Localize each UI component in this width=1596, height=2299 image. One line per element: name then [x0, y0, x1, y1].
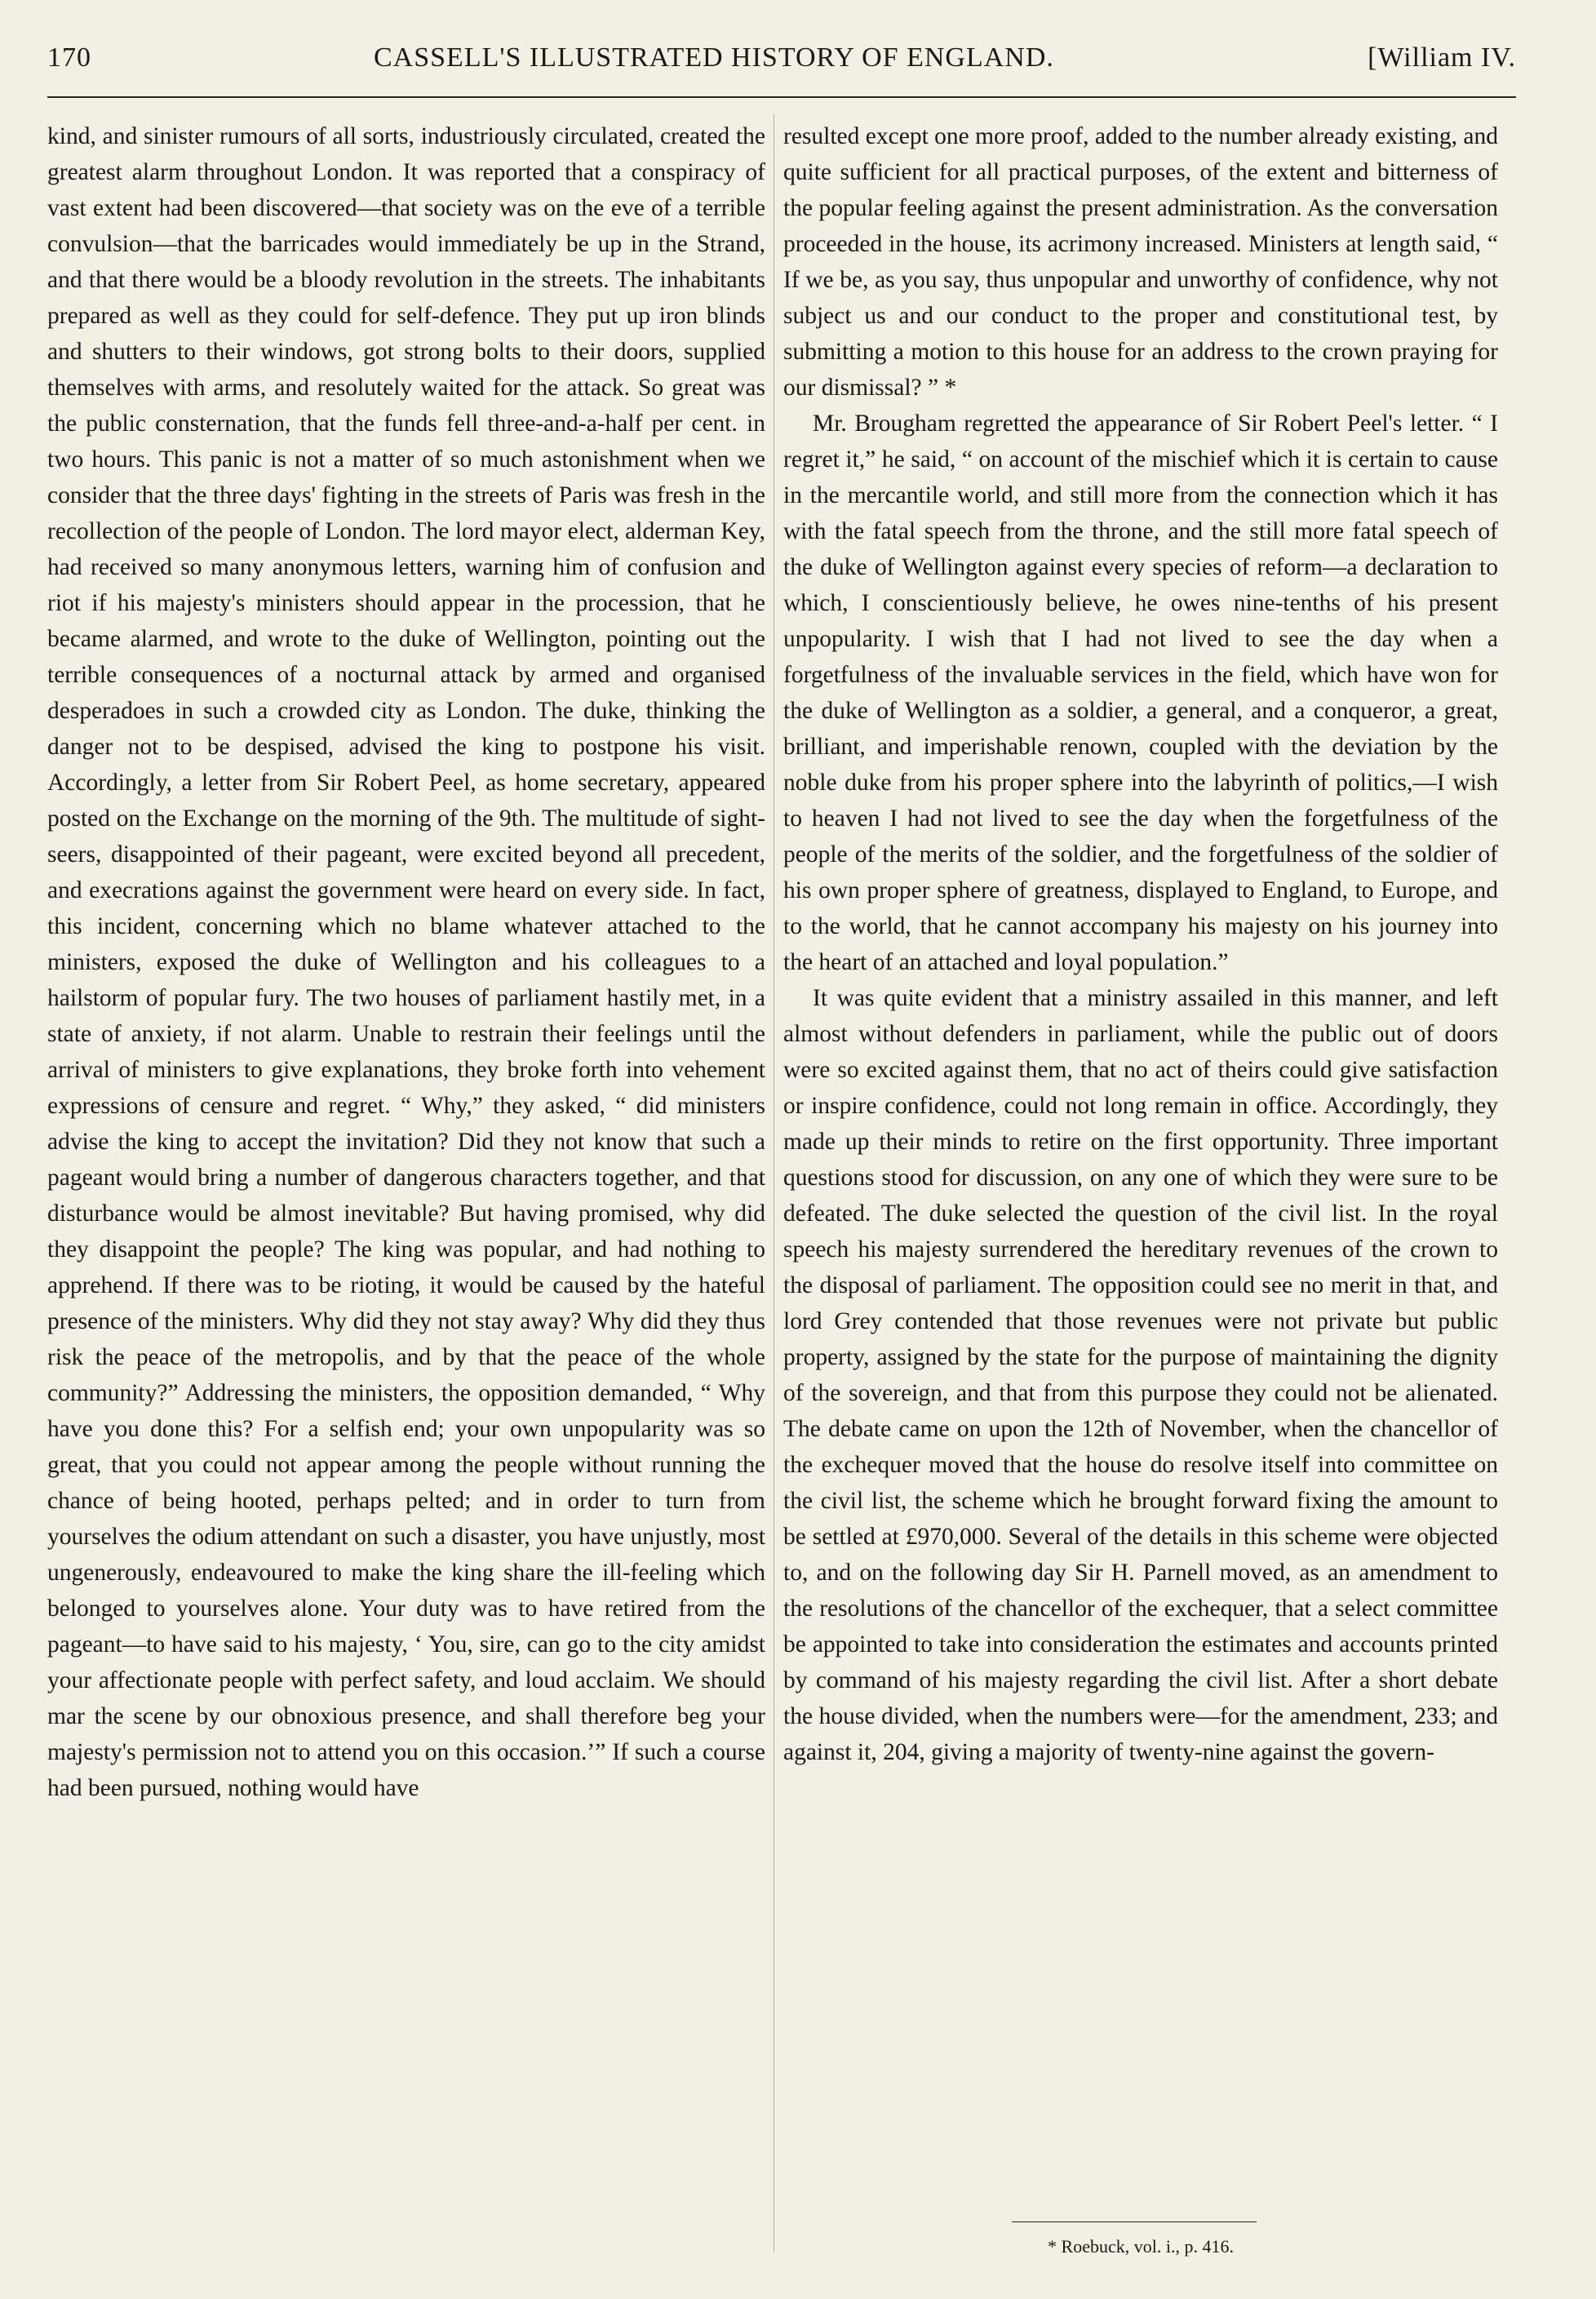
running-header — [47, 42, 1516, 82]
page-number: 170 — [47, 42, 91, 73]
section-marker: [William IV. — [1368, 42, 1516, 73]
right-paragraph-3: It was quite evident that a ministry assailed in this manner, and left almost without defenders in parliament, while the public out of doors were so excited against them, that no act of theirs could give satisfaction or inspire confidence, could not long remain in office. Accordingly, they made up their minds to retire on the first opportunity. Three important questions stood for discussion, on any one of which they were sure to be defeated. The duke selected the question of the civil list. In the royal speech his majesty surrendered the hereditary revenues of the crown to the disposal of parliament. The opposition could see no merit in that, and lord Grey contended that those revenues were not private but public property, assigned by the state for the purpose of maintaining the dignity of the sovereign, and that from this purpose they could not be alienated. The debate came on upon the 12th of November, when the chancellor of the exchequer moved that the house do resolve itself into committee on the civil list, the scheme which he brought forward fixing the amount to be settled at £970,000. Several of the details in this scheme were objected to, and on the following day Sir H. Parnell moved, as an amendment to the resolutions of the chancellor of the exchequer, that a select committee be appointed to take into consideration the estimates and accounts printed by command of his majesty regarding the civil list. After a short debate the house divided, when the numbers were—for the amendment, 233; and against it, 204, giving a majority of twenty-nine against the govern- — [783, 985, 1498, 1765]
right-paragraph-1: resulted except one more proof, added to the number already existing, and quite sufficient for all practical purposes, of the extent and bitterness of the popular feeling against the present administration. As the conversation proceeded in the house, its acrimony increased. Ministers at length said, “ If we be, as you say, thus unpopular and unworthy of confidence, why not subject us and our conduct to the proper and constitutional test, by submitting a motion to this house for an address to the crown praying for our dismissal? ” * — [783, 123, 1498, 401]
footnote: * Roebuck, vol. i., p. 416. — [1048, 2236, 1234, 2257]
running-title: CASSELL'S ILLUSTRATED HISTORY OF ENGLAND. — [374, 42, 1054, 73]
header-rule — [47, 96, 1516, 98]
right-paragraph-2: Mr. Brougham regretted the appearance of Sir Robert Peel's letter. “ I regret it,” he said, “ on account of the mischief which it is certain to cause in the mercantile world, and still more from the connection which it has with the fatal speech from the throne, and the still more fatal speech of the duke of Wellington against every species of reform—a declaration to which, I conscientiously believe, he owes nine-tenths of his present unpopularity. I wish that I had not lived to see the day when a forgetfulness of the invaluable services in the field, which have won for the duke of Wellington as a soldier, a general, and a conqueror, a great, brilliant, and imperishable renown, coupled with the deviation by the noble duke from his proper sphere into the labyrinth of politics,—I wish to heaven I had not lived to see the day when the forgetfulness of the people of the merits of the soldier, and the forgetfulness of the soldier of his own proper sphere of greatness, displayed to England, to Europe, and to the world, that he cannot accompany his majesty on his journey into the heart of an attached and loyal population.” — [783, 411, 1498, 975]
left-paragraph-1: kind, and sinister rumours of all sorts, industriously circulated, created the greatest alarm throughout London. It was reported that a conspiracy of vast extent had been discovered—that society was on the eve of a terrible convulsion—that the barricades would immediately be up in the Strand, and that there would be a bloody revolution in the streets. The inhabitants prepared as well as they could for self-defence. They put up iron blinds and shutters to their windows, got strong bolts to their doors, supplied themselves with arms, and resolutely waited for the attack. So great was the public consternation, that the funds fell three-and-a-half per cent. in two hours. This panic is not a matter of so much astonishment when we consider that the three days' fighting in the streets of Paris was fresh in the recollection of the people of London. The lord mayor elect, alderman Key, had received so many anonymous letters, warning him of confusion and riot if his majesty's ministers should appear in the procession, that he became alarmed, and wrote to the duke of Wellington, pointing out the terrible consequences of a nocturnal attack by armed and organised desperadoes in such a crowded city as London. The duke, thinking the danger not to be despised, advised the king to postpone his visit. Accordingly, a letter from Sir Robert Peel, as home secretary, appeared posted on the Exchange on the morning of the 9th. The multitude of sight-seers, disappointed of their pageant, were excited beyond all precedent, and execrations against the government were heard on every side. In fact, this incident, concerning which no blame whatever attached to the ministers, exposed the duke of Wellington and his colleagues to a hailstorm of popular fury. The two houses of parliament hastily met, in a state of anxiety, if not alarm. Unable to restrain their feelings until the arrival of ministers to give explanations, they broke forth into vehement expressions of censure and regret. “ Why,” they asked, “ did ministers advise the king to accept the invitation? Did they not know that such a pageant would bring a number of dangerous characters together, and that disturbance would be almost inevitable? But having promised, why did they disappoint the people? The king was popular, and had nothing to apprehend. If there was to be rioting, it would be caused by the hateful presence of the ministers. Why did they not stay away? Why did they thus risk the peace of the metropolis, and by that the peace of the whole community?” Addressing the ministers, the opposition demanded, “ Why have you done this? For a selfish end; your own unpopularity was so great, that you could not appear among the people without running the chance of being hooted, perhaps pelted; and in order to turn from yourselves the odium attendant on such a disaster, you have unjustly, most ungenerously, endeavoured to make the king share the ill-feeling which belonged to yourselves alone. Your duty was to have retired from the pageant—to have said to his majesty, ‘ You, sire, can go to the city amidst your affectionate people with perfect safety, and loud acclaim. We should mar the scene by our obnoxious presence, and shall therefore beg your majesty's permission not to attend you on this occasion.’” If such a course had been pursued, nothing would have — [47, 123, 765, 1801]
footnote-rule — [1012, 2221, 1257, 2222]
right-column — [783, 118, 1498, 1770]
left-column — [47, 118, 765, 1806]
